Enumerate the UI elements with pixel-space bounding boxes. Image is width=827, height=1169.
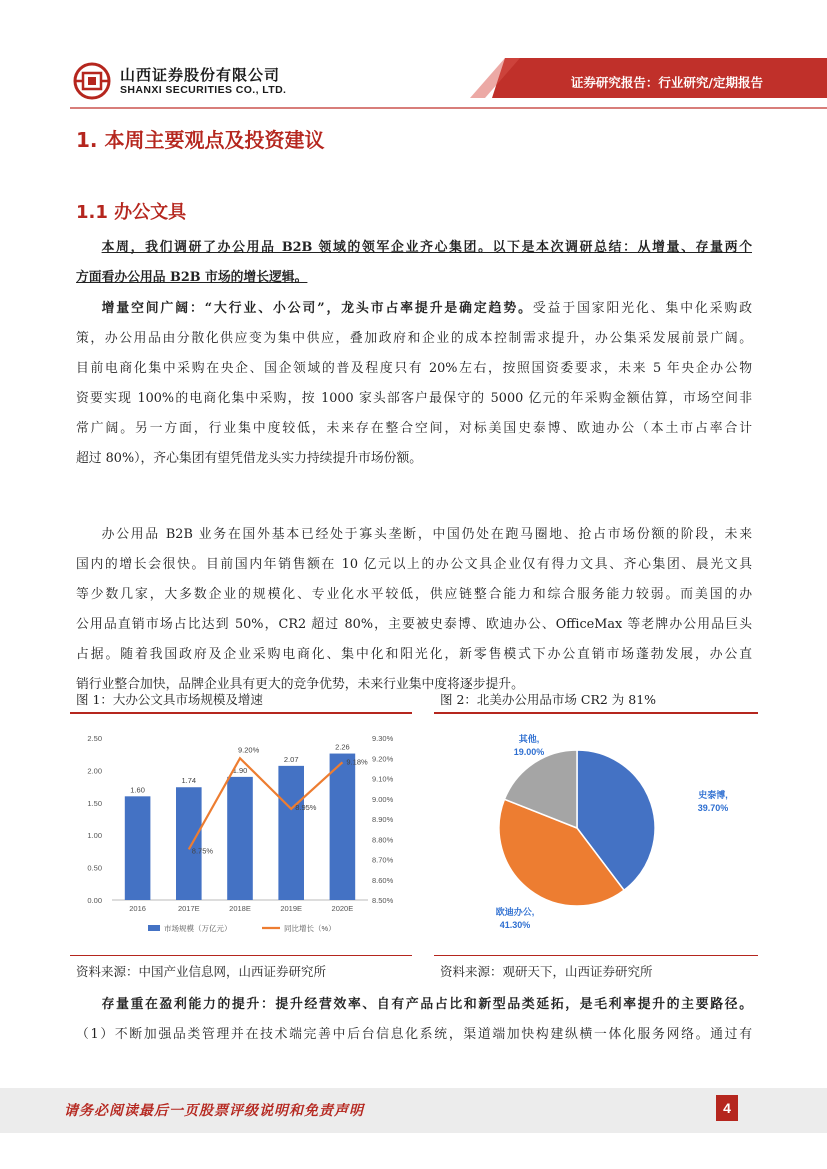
bar-value-label: 2.26 <box>335 742 350 752</box>
paragraph-line: 策，办公用品由分散化供应变为集中供应，叠加政府和企业的成本控制需求提升，办公集采发展前景广阔。 <box>76 331 752 347</box>
paragraph-summary <box>76 233 752 293</box>
paragraph-growth <box>76 294 752 475</box>
y-left-tick: 1.00 <box>87 831 102 841</box>
pie-label: 其他, <box>518 734 540 744</box>
x-tick-label: 2016 <box>129 904 146 913</box>
paragraph-line: 本周，我们调研了办公用品 B2B 领域的领军企业齐心集团。以下是本次调研总结：从增量、存量两个 <box>101 240 752 255</box>
y-left-tick: 0.00 <box>87 896 102 905</box>
figure1-rule <box>70 712 412 714</box>
figure1-source-rule <box>70 955 412 956</box>
cr2-pie-chart <box>437 718 757 948</box>
y-right-tick: 8.90% <box>372 815 394 824</box>
growth-value-label: 8.95% <box>295 802 317 812</box>
legend-label-line: 同比增长（%） <box>284 924 336 933</box>
bar <box>125 796 151 900</box>
company-logo-icon <box>73 62 111 100</box>
paragraph-line: 方面看办公用品 B2B 市场的增长逻辑。 <box>76 270 308 286</box>
paragraph-line: 公用品直销市场占比达到 50%，CR2 超过 80%，主要被史泰博、欧迪办公、OfficeMax 等老牌办公用品巨头 <box>76 617 752 633</box>
x-tick-label: 2018E <box>229 904 251 913</box>
bar-value-label: 1.90 <box>232 765 248 775</box>
paragraph-line: 目前电商化集中采购在央企、国企领域的普及程度只有 20%左右，按照国资委要求，未来 5 年央企办公物 <box>76 361 752 377</box>
pie-label: 史泰博, <box>698 790 728 800</box>
report-type-label: 证券研究报告：行业研究/定期报告 <box>570 75 763 90</box>
pie-value-label: 39.70% <box>697 803 729 813</box>
figure2-rule <box>434 712 758 714</box>
legend-swatch-bar <box>148 925 160 931</box>
y-left-tick: 1.50 <box>87 798 102 808</box>
market-size-chart <box>76 718 412 948</box>
figure1-source: 资料来源：中国产业信息网，山西证券研究所 <box>76 964 327 979</box>
pie-value-label: 19.00% <box>513 747 545 757</box>
growth-value-label: 9.18% <box>346 757 368 767</box>
paragraph-line: 等少数几家，大多数企业的规模化、专业化水平较低，供应链整合能力和综合服务能力较弱。而美国的办 <box>76 587 752 603</box>
bar <box>278 766 304 900</box>
pie-label: 欧迪办公, <box>495 907 535 917</box>
y-left-tick: 2.50 <box>87 734 102 743</box>
paragraph-line: 销行业整合加快，品牌企业具有更大的竞争优势，未来行业集中度将逐步提升。 <box>76 677 524 693</box>
paragraph-line: 占据。随着我国政府及企业采购电商化、集中化和阳光化，新零售模式下办公直销市场蓬勃发展，办公直 <box>76 647 752 663</box>
bar-value-label: 1.74 <box>181 776 197 786</box>
company-name-en: SHANXI SECURITIES CO., LTD. <box>120 84 287 96</box>
figure2-source-rule <box>434 955 758 956</box>
paragraph-line: （1）不断加强品类管理并在技术端完善中后台信息化系统，渠道端加快构建纵横一体化服务网络。通过有 <box>76 1027 752 1042</box>
growth-value-label: 9.20% <box>238 745 260 755</box>
y-right-tick: 9.10% <box>372 774 394 784</box>
figure2-title: 图 2：北美办公用品市场 CR2 为 81% <box>440 692 657 707</box>
paragraph-line: 办公用品 B2B 业务在国外基本已经处于寡头垄断，中国仍处在跑马圈地、抢占市场份额的阶段，未来 <box>101 527 752 542</box>
y-left-tick: 2.00 <box>87 766 102 776</box>
paragraph-line: 常广阔。另一方面，行业集中度较低，未来存在整合空间，对标美国史泰博、欧迪办公（本土市占率合计 <box>76 421 752 437</box>
bar-value-label: 2.07 <box>283 754 299 764</box>
figure1-title: 图 1：大办公文具市场规模及增速 <box>76 692 263 707</box>
y-right-tick: 9.20% <box>372 754 394 764</box>
y-right-tick: 8.80% <box>372 835 394 845</box>
bar <box>330 754 356 900</box>
y-right-tick: 9.00% <box>372 794 394 804</box>
y-right-tick: 9.30% <box>372 734 394 743</box>
paragraph-item-1 <box>76 1020 752 1050</box>
page-number: 4 <box>716 1095 738 1121</box>
paragraph-stock <box>76 990 752 1020</box>
pie-value-label: 41.30% <box>499 920 531 930</box>
y-right-tick: 8.60% <box>372 875 394 885</box>
footer-disclaimer: 请务必阅读最后一页股票评级说明和免责声明 <box>64 1103 364 1119</box>
paragraph-line: 超过 80%），齐心集团有望凭借龙头实力持续提升市场份额。 <box>76 451 423 467</box>
paragraph-line: 资要实现 100%的电商化集中采购，按 1000 家头部客户最保守的 5000 亿元的年采购金额估算，市场空间非 <box>76 391 752 407</box>
x-tick-label: 2020E <box>331 904 354 913</box>
y-left-tick: 0.50 <box>87 863 102 873</box>
x-tick-label: 2019E <box>280 904 303 913</box>
bar-value-label: 1.60 <box>130 785 145 795</box>
growth-value-label: 8.75% <box>191 846 214 856</box>
paragraph-line <box>76 294 752 324</box>
paragraph-lead: 增量空间广阔：“大行业、小公司”，龙头市占率提升是确定趋势。 <box>101 301 533 316</box>
growth-line <box>189 758 343 849</box>
section-heading: 1. 本周主要观点及投资建议 <box>76 128 325 152</box>
bar <box>176 787 202 900</box>
y-right-tick: 8.50% <box>372 896 394 905</box>
figure2-source: 资料来源：观研天下，山西证券研究所 <box>440 964 653 979</box>
paragraph-line: 国内的增长会很快。目前国内年销售额在 10 亿元以上的办公文具企业仅有得力文具、齐心集团、晨光文具 <box>76 557 752 573</box>
paragraph-lead-rest: 受益于国家阳光化、集中化采购政 <box>532 301 752 316</box>
subsection-heading: 1.1 办公文具 <box>76 202 187 223</box>
bar <box>227 777 253 900</box>
page-header <box>0 0 827 110</box>
legend-label-bar: 市场规模（万亿元） <box>164 924 232 933</box>
company-name-cn: 山西证券股份有限公司 <box>120 66 281 84</box>
y-right-tick: 8.70% <box>372 855 394 865</box>
x-tick-label: 2017E <box>177 904 200 913</box>
paragraph-line: 存量重在盈利能力的提升：提升经营效率、自有产品占比和新型品类延拓，是毛利率提升的主要路径。 <box>101 997 752 1012</box>
paragraph-market <box>76 520 752 701</box>
